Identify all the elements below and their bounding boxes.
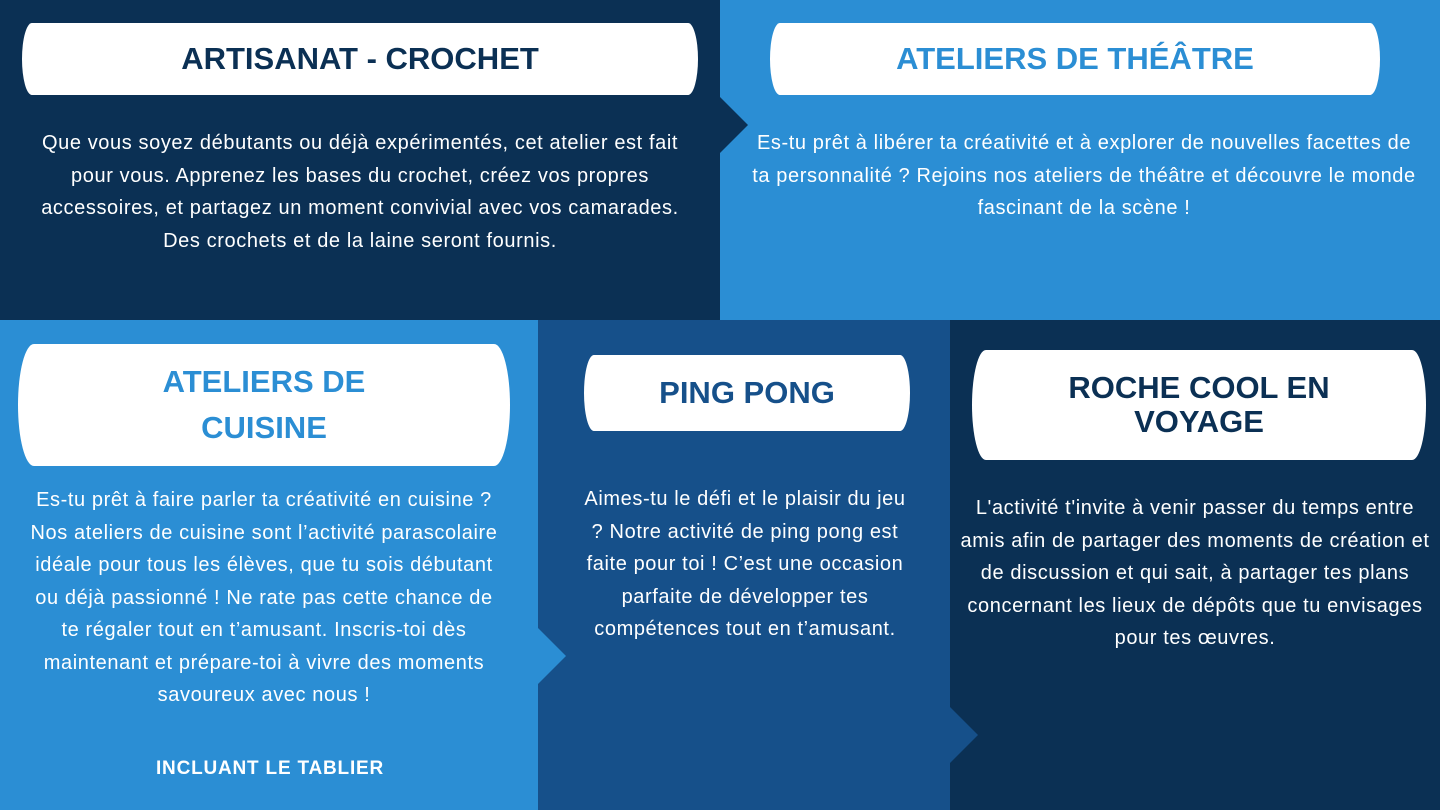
arrow-pointer-icon: [538, 628, 566, 684]
crochet-description: Que vous soyez débutants ou déjà expérimentés, cet atelier est fait pour vous. Apprenez les bases du crochet, créez vos propres accessoires, et partagez un moment convivial avec vos camarades. Des crochets et de la laine seront fournis.: [41, 132, 679, 252]
arrow-pointer-icon: [950, 707, 978, 763]
theatre-title: ATELIERS DE THÉÂTRE: [770, 23, 1380, 95]
roche-cool-description: L'activité t'invite à venir passer du temps entre amis afin de partager des moments de création et de discussion et qui sait, à partager tes plans concernant les lieux de dépôts que tu envisages pour tes œuvres.: [960, 497, 1430, 649]
ping-pong-description: Aimes-tu le défi et le plaisir du jeu ? Notre activité de ping pong est faite pour toi ! C’est une occasion parfaite de développer tes compétences tout en t’amusant.: [584, 488, 906, 640]
roche-cool-title: ROCHE COOL EN VOYAGE: [972, 350, 1426, 460]
crochet-title: ARTISANAT - CROCHET: [22, 23, 698, 95]
arrow-pointer-icon: [720, 97, 748, 153]
cuisine-title: ATELIERS DE CUISINE: [18, 344, 510, 466]
cuisine-description: Es-tu prêt à faire parler ta créativité en cuisine ? Nos ateliers de cuisine sont l’activité parascolaire idéale pour tous les élèves, que tu sois débutant ou déjà passionné ! Ne rate pas cette chance de te régaler tout en t’amusant. Inscris-toi dès maintenant et prépare-toi à vivre des moments savoureux avec nous !: [30, 489, 498, 706]
ping-pong-title: PING PONG: [584, 355, 910, 431]
cuisine-note: INCLUANT LE TABLIER: [155, 758, 385, 779]
theatre-description: Es-tu prêt à libérer ta créativité et à explorer de nouvelles facettes de ta personnalité ? Rejoins nos ateliers de théâtre et découvre le monde fascinant de la scène !: [752, 132, 1416, 219]
